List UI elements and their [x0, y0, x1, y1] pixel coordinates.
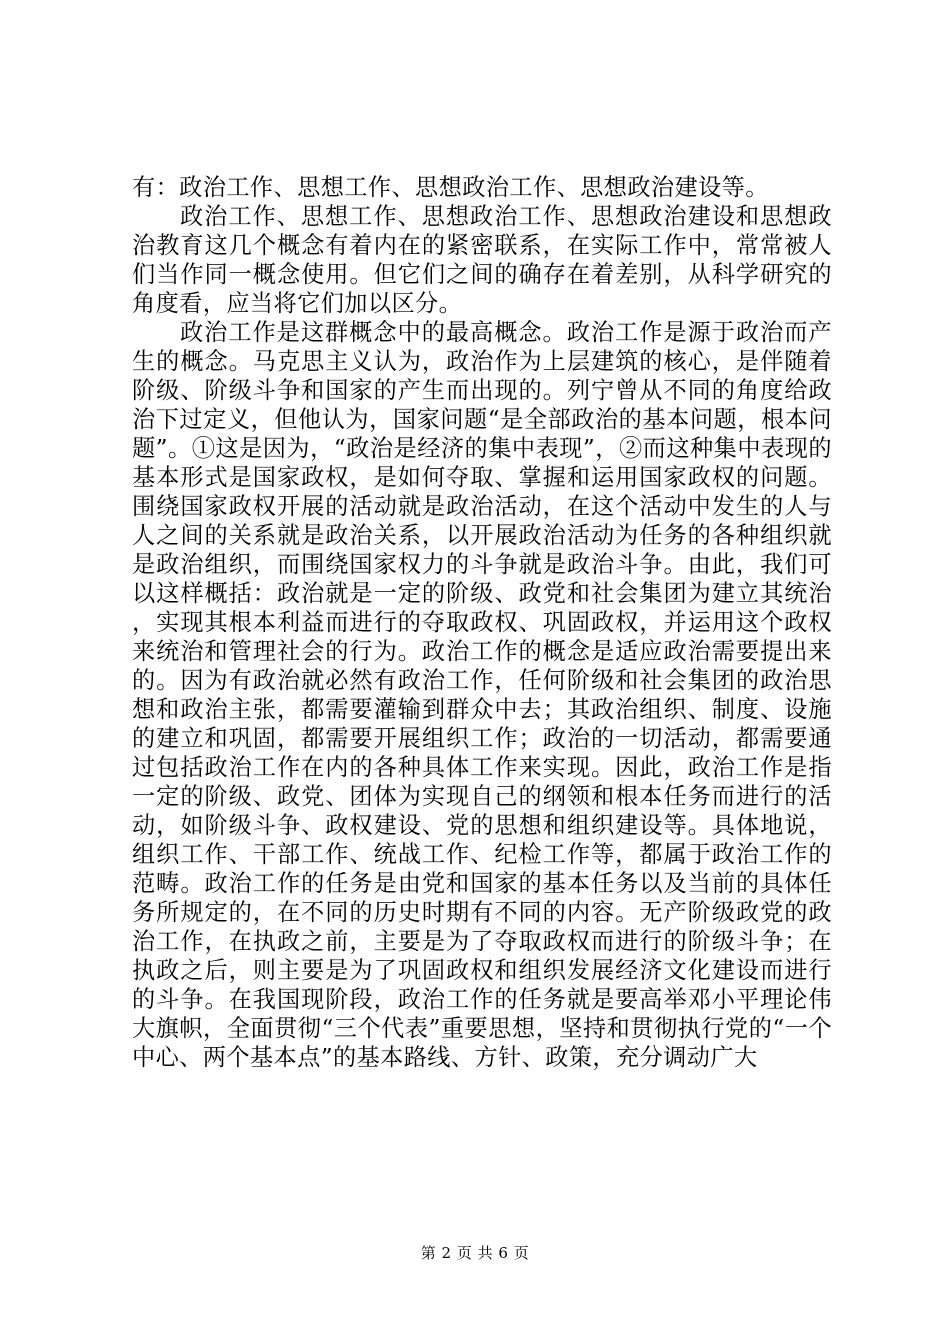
- paragraph-political-work: 政治工作是这群概念中的最高概念。政治工作是源于政治而产生的概念。马克思主义认为，政治作为上层建筑的核心，是伴随着阶级、阶级斗争和国家的产生而出现的。列宁曾从不同的角度给政治下过定义，但他认为，国家问题“是全部政治的基本问题，根本问题”。①这是因为，“政治是经济的集中表现”，②而这种集中表现的基本形式是国家政权，是如何夺取、掌握和运用国家政权的问题。围绕国家政权开展的活动就是政治活动，在这个活动中发生的人与人之间的关系就是政治关系，以开展政治活动为任务的各种组织就是政治组织，而围绕国家权力的斗争就是政治斗争。由此，我们可以这样概括：政治就是一定的阶级、政党和社会集团为建立其统治，实现其根本利益而进行的夺取政权、巩固政权，并运用这个政权来统治和管理社会的行为。政治工作的概念是适应政治需要提出来的。因为有政治就必然有政治工作，任何阶级和社会集团的政治思想和政治主张，都需要灌输到群众中去；其政治组织、制度、设施的建立和巩固，都需要开展组织工作；政治的一切活动，都需要通过包括政治工作在内的各种具体工作来实现。因此，政治工作是指一定的阶级、政党、团体为实现自己的纲领和根本任务而进行的活动，如阶级斗争、政权建设、党的思想和组织建设等。具体地说，组织工作、干部工作、统战工作、纪检工作等，都属于政治工作的范畴。政治工作的任务是由党和国家的基本任务以及当前的具体任务所规定的，在不同的历史时期有不同的内容。无产阶级政党的政治工作，在执政之前，主要是为了夺取政权而进行的阶级斗争；在执政之后，则主要是为了巩固政权和组织发展经济文化建设而进行的斗争。在我国现阶段，政治工作的任务就是要高举邓小平理论伟大旗帜，全面贯彻“三个代表”重要思想，坚持和贯彻执行党的“一个中心、两个基本点”的基本路线、方针、政策，充分调动广大: [132, 319, 832, 1071]
- page-footer: 第 2 页 共 6 页: [420, 1244, 530, 1262]
- paragraph-intro-continued: 有：政治工作、思想工作、思想政治工作、思想政治建设等。: [132, 174, 769, 201]
- paragraph-concepts-relation: 政治工作、思想工作、思想政治工作、思想政治建设和思想政治教育这几个概念有着内在的紧密联系，在实际工作中，常常被人们当作同一概念使用。但它们之间的确存在着差别，从科学研究的角度看，应当将它们加以区分。: [132, 203, 832, 317]
- document-body: [132, 173, 832, 1072]
